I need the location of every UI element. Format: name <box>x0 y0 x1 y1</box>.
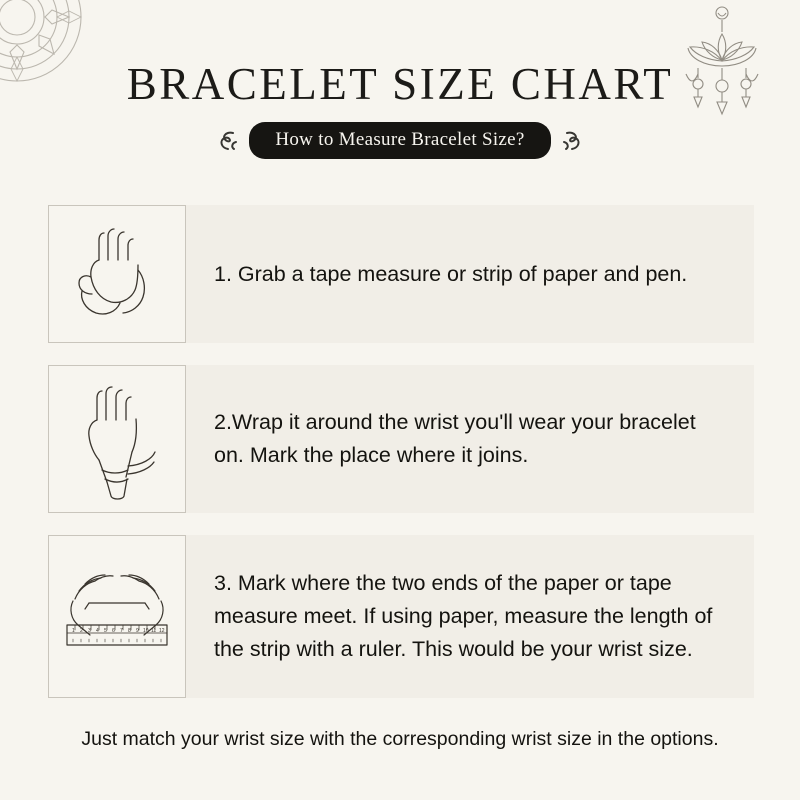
svg-text:6: 6 <box>112 627 115 634</box>
svg-text:11: 11 <box>151 627 157 634</box>
list-item <box>48 365 754 513</box>
hand-wrapping-wrist-icon <box>48 365 186 513</box>
swirl-flourish-right-icon <box>561 128 587 154</box>
svg-text:1: 1 <box>72 627 75 634</box>
step-text: 3. Mark where the two ends of the paper or tape measure meet. If using paper, measure the length of the strip with a ruler. This would be your wrist size. <box>214 571 713 661</box>
footer-note: Just match your wrist size with the corresponding wrist size in the options. <box>81 728 719 750</box>
svg-text:7: 7 <box>120 627 123 634</box>
svg-text:3: 3 <box>88 627 91 634</box>
svg-text:9: 9 <box>136 627 139 634</box>
page-title: BRACELET SIZE CHART <box>126 59 674 109</box>
svg-text:5: 5 <box>104 627 107 634</box>
hand-holding-tape-measure-icon <box>48 205 186 343</box>
svg-text:2: 2 <box>80 627 83 634</box>
svg-text:8: 8 <box>128 627 131 634</box>
subtitle-pill: How to Measure Bracelet Size? <box>249 122 550 159</box>
step-text: 2.Wrap it around the wrist you'll wear your bracelet on. Mark the place where it joins. <box>214 410 696 467</box>
step-text: 1. Grab a tape measure or strip of paper and pen. <box>214 261 688 286</box>
svg-text:12: 12 <box>159 627 165 634</box>
list-item <box>48 535 754 698</box>
subtitle-row <box>0 122 800 159</box>
hands-measuring-strip-with-ruler-icon <box>48 535 186 698</box>
list-item <box>48 205 754 343</box>
steps-list <box>48 205 754 720</box>
swirl-flourish-left-icon <box>213 128 239 154</box>
svg-text:10: 10 <box>143 627 149 634</box>
svg-text:4: 4 <box>96 627 99 634</box>
